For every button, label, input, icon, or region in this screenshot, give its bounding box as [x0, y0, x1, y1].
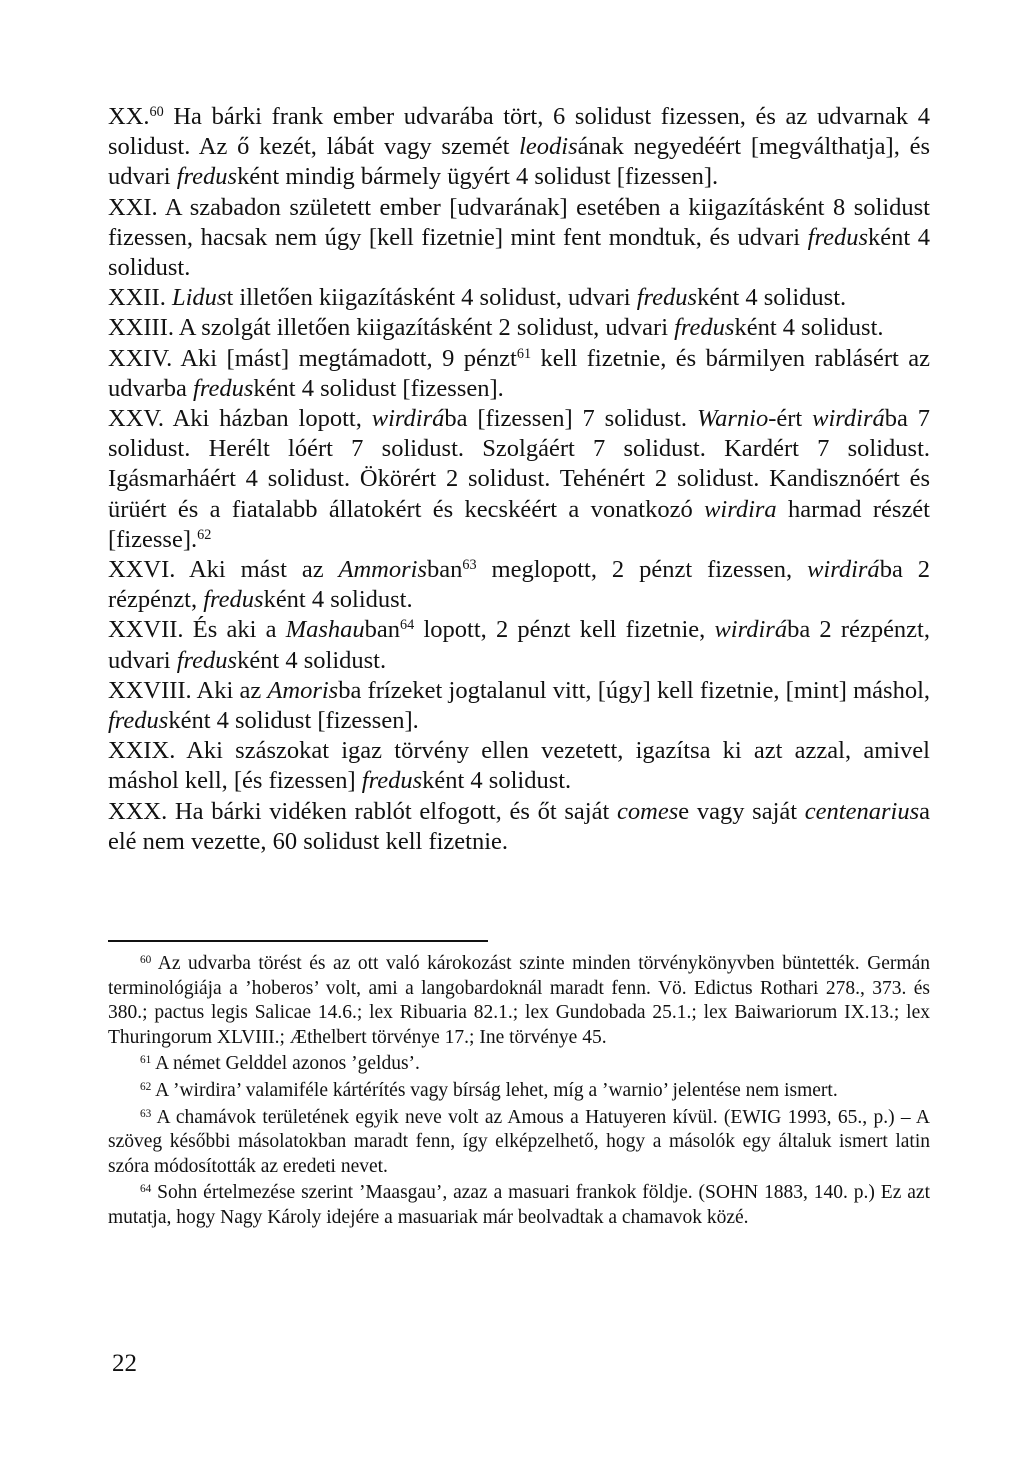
text-run: ba 2 rézpénzt,: [108, 556, 930, 614]
footnote: [108, 1106, 930, 1180]
text-run: ként 4 solidust [fizessen].: [253, 374, 504, 402]
italic-term: comes: [617, 797, 679, 825]
footnote-reference: 64: [140, 1183, 152, 1196]
footnotes: [108, 952, 930, 1233]
footnote: [108, 952, 930, 1050]
footnote-reference: 64: [400, 617, 415, 634]
text-run: XXIII. A szolgát illetően kiigazításként 2 solidust, udvari: [108, 314, 675, 342]
text-run: A ’wirdira’ valamiféle kártérítés vagy bírság lehet, míg a ’warnio’ jelentése nem ismert.: [151, 1079, 838, 1101]
footnote: [108, 1052, 930, 1077]
text-run: lopott, 2 pénzt kell fizetnie,: [414, 616, 715, 644]
italic-term: fredus: [674, 314, 735, 342]
footnote-reference: 63: [462, 557, 477, 574]
text-run: kell fizetnie, és bármilyen rablásért az udvarba: [108, 344, 931, 402]
italic-term: wirdirá: [807, 556, 880, 584]
italic-term: fredus: [203, 586, 264, 614]
law-paragraph: [108, 736, 930, 796]
footnote-reference: 60: [140, 953, 152, 966]
italic-term: wirdira: [704, 495, 777, 523]
italic-term: Mashau: [285, 616, 365, 644]
text-run: Ha bárki frank ember udvarába tört, 6 solidust fizessen, és az udvarnak 4 solidust. Az ő kezét, lábát vagy szemét: [108, 103, 930, 161]
italic-term: fredus: [636, 284, 698, 312]
footnote: [108, 1079, 930, 1104]
text-run: ként 4 solidust.: [263, 586, 413, 614]
italic-term: Warnio: [696, 405, 769, 433]
text-run: a elé nem vezette, 60 solidust kell fizetnie.: [108, 797, 930, 855]
text-run: XXV. Aki házban lopott,: [108, 405, 372, 433]
italic-term: Amoris: [267, 676, 339, 704]
italic-term: wirdirá: [812, 405, 885, 433]
text-run: ként 4 solidust.: [237, 646, 387, 674]
text-run: XXVI. Aki mást az: [108, 556, 339, 584]
italic-term: fredus: [108, 707, 169, 735]
italic-term: Ammoris: [338, 556, 427, 584]
text-run: ként mindig bármely ügyért 4 solidust [fizessen].: [237, 163, 719, 191]
law-paragraph: [108, 404, 930, 555]
text-run: ként 4 solidust.: [108, 223, 930, 282]
text-run: XXX. Ha bárki vidéken rablót elfogott, és őt saját: [108, 797, 617, 825]
italic-term: fredus: [176, 646, 238, 674]
footnote: [108, 1181, 930, 1230]
footnote-reference: 60: [149, 104, 164, 121]
text-run: -ért: [768, 405, 813, 433]
main-text: [108, 102, 930, 857]
text-run: XXIX. Aki szászokat igaz törvény ellen vezetett, igazítsa ki azt azzal, amivel máshol kell, [és fizessen]: [108, 737, 930, 795]
text-run: XXVIII. Aki az: [108, 676, 268, 704]
law-paragraph: [108, 193, 930, 284]
footnote-reference: 63: [140, 1107, 152, 1120]
law-paragraph: [108, 344, 930, 404]
law-paragraph: [108, 283, 930, 313]
italic-term: centenarius: [804, 797, 920, 825]
text-run: t illetően kiigazításként 4 solidust, udvari: [226, 284, 637, 312]
italic-term: fredus: [176, 163, 238, 191]
law-paragraph: [108, 313, 930, 343]
text-run: ként 4 solidust.: [734, 314, 884, 342]
law-paragraph: [108, 797, 930, 857]
italic-term: fredus: [193, 374, 254, 402]
law-paragraph: [108, 676, 930, 736]
text-run: Az udvarba törést és az ott való károkozást szinte minden törvénykönyvben büntették. Germán terminológiája a ’hoberos’ volt, ami a langobardoknál maradt fenn. Vö. Edictus Rothari 278., 373. és 380.; pactus legis Salicae 14.6.; lex Ribuaria 82.1.; lex Gundobada 25.1.; lex Baiwariorum IX.13.; lex Thuringorum XLVIII.; Æthelbert törvénye 17.; Ine törvénye 45.: [108, 953, 930, 1048]
text-run: XX.: [108, 103, 150, 130]
text-run: ba 2 rézpénzt, udvari: [108, 616, 930, 674]
footnote-separator: [108, 940, 488, 942]
text-run: e vagy saját: [678, 797, 805, 825]
text-run: ban: [364, 616, 401, 644]
text-run: ként 4 solidust [fizessen].: [168, 707, 419, 735]
text-run: A német Gelddel azonos ’geldus’.: [151, 1053, 420, 1075]
text-run: ban: [427, 556, 463, 584]
text-run: ként 4 solidust.: [422, 767, 572, 795]
text-run: ba [fizessen] 7 solidust.: [444, 405, 697, 433]
italic-term: wirdirá: [714, 616, 788, 644]
footnote-reference: 62: [140, 1080, 152, 1093]
italic-term: leodis: [519, 133, 578, 161]
italic-term: wirdirá: [371, 405, 445, 433]
law-paragraph: [108, 555, 930, 615]
text-run: Sohn értelmezése szerint ’Maasgau’, azaz a masuari frankok földje. (SOHN 1883, 140. p.) Ez azt mutatja, hogy Nagy Károly idejére a masuariak már beolvadtak a chamavok közé.: [108, 1182, 930, 1228]
text-run: XXIV. Aki [mást] megtámadott, 9 pénzt: [108, 344, 517, 372]
italic-term: Lidus: [171, 284, 227, 312]
text-run: ként 4 solidust.: [697, 284, 847, 312]
page-number: 22: [112, 1350, 137, 1377]
text-run: XXI. A szabadon született ember [udvarának] esetében a kiigazításként 8 solidust fizessen, hacsak nem úgy [kell fizetnie] mint fent mondtuk, és udvari: [108, 193, 930, 251]
text-run: A chamávok területének egyik neve volt az Amous a Hatuyeren kívül. (EWIG 1993, 65., p.) – A szöveg későbbi másolatokban maradt fenn, így elképzelhető, hogy a másolók egy általuk ismert latin szóra módosították az eredeti nevet.: [108, 1106, 930, 1177]
footnote-reference: 62: [197, 527, 212, 544]
law-paragraph: [108, 615, 930, 675]
text-run: harmad részét [fizesse].: [108, 495, 930, 553]
text-run: XXVII. És aki a: [108, 616, 286, 644]
law-paragraph: [108, 102, 930, 193]
text-run: XXII.: [108, 284, 172, 312]
text-run: ba 7 solidust. Herélt lóért 7 solidust. Szolgáért 7 solidust. Kardért 7 solidust. Igásmarháért 4 solidust. Ökörért 2 solidust. Tehénért 2 solidust. Kandisznóért és ürüért és a fiatalabb állatokért és kecskéért a vonatkozó: [108, 405, 931, 523]
footnote-reference: 61: [516, 345, 532, 362]
text-run: meglopott, 2 pénzt fizessen,: [476, 556, 808, 584]
text-run: ának negyedéért [megválthatja], és udvari: [108, 133, 930, 191]
footnote-reference: 61: [140, 1054, 152, 1067]
italic-term: fredus: [361, 767, 423, 795]
italic-term: fredus: [807, 223, 868, 251]
text-run: ba frízeket jogtalanul vitt, [úgy] kell fizetnie, [mint] máshol,: [338, 676, 931, 704]
